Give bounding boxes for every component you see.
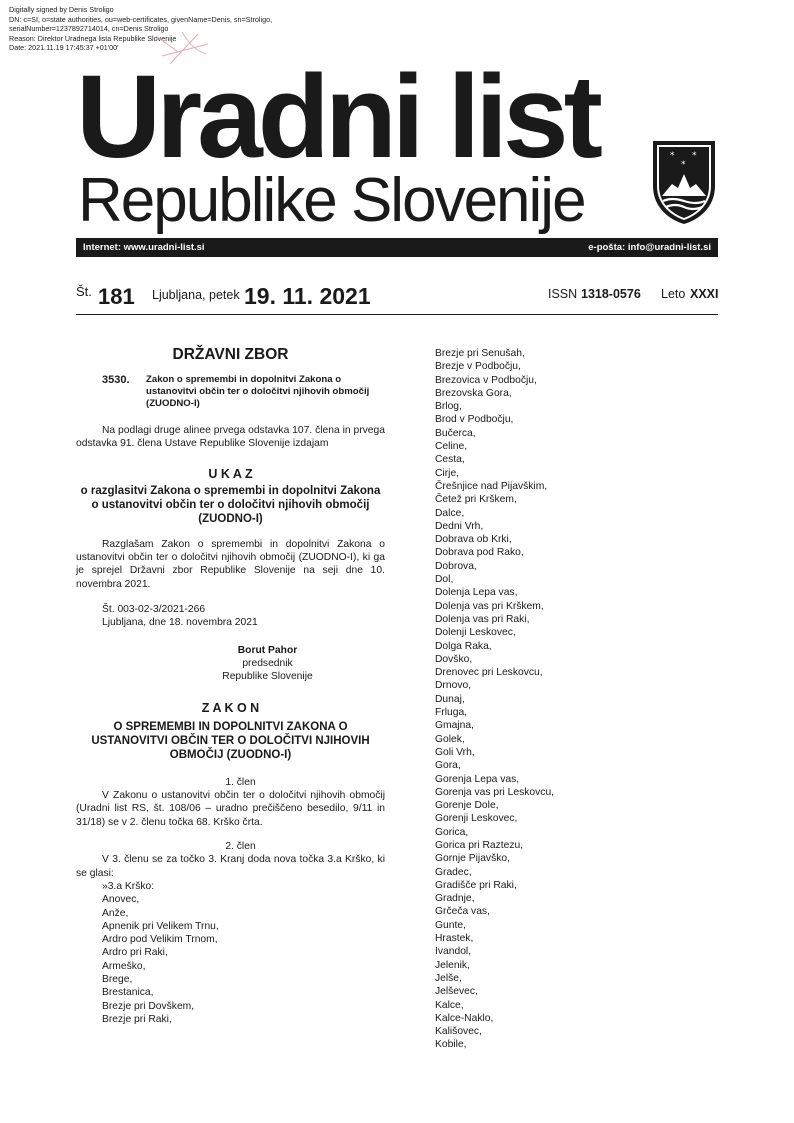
settlement-list-left <box>76 893 385 1026</box>
leto-label: Leto <box>661 287 686 301</box>
masthead-subtitle: Republike Slovenije <box>78 166 585 235</box>
list-item: Gorenja Lepa vas, <box>435 773 520 785</box>
list-item: Brezje pri Dovškem, <box>102 1000 195 1012</box>
list-item: Golek, <box>435 733 465 745</box>
signer-organization: Republike Slovenije <box>222 671 313 683</box>
list-item: Jelše, <box>435 972 462 984</box>
list-item: Dovško, <box>435 653 473 665</box>
list-item: Črešnjice nad Pijavškim, <box>435 480 548 492</box>
list-item: Dolenja vas pri Krškem, <box>435 600 544 612</box>
list-item: Frluga, <box>435 707 468 719</box>
issue-line <box>76 280 718 315</box>
list-item: Brod v Podbočju, <box>435 414 514 426</box>
email-link[interactable]: e-pošta: info@uradni-list.si <box>588 242 711 253</box>
list-item: Ardro pri Raki, <box>102 947 168 959</box>
list-item: Brezovica v Podbočju, <box>435 374 537 386</box>
list-item: Brezje v Podbočju, <box>435 361 521 373</box>
reference-number: Št. 003-02-3/2021-266 <box>102 604 206 616</box>
list-item: Jelenik, <box>435 959 470 971</box>
issue-st-label: Št. <box>76 284 92 299</box>
list-item: Ivandol, <box>435 946 472 958</box>
list-item: Gorica pri Raztezu, <box>435 839 524 851</box>
ukaz-heading: U K A Z <box>208 466 253 481</box>
issue-date: 19. 11. 2021 <box>244 283 371 309</box>
list-item: Dedni Vrh, <box>435 520 484 532</box>
coat-of-arms-icon <box>650 138 718 226</box>
list-item: Kalce, <box>435 999 464 1011</box>
list-item: Bučerca, <box>435 427 476 439</box>
masthead-title: Uradni list <box>76 51 598 183</box>
list-item: Dol, <box>435 574 454 586</box>
preamble: Na podlagi druge alinee prvega odstavka 107. člena in prvega odstavka 91. člena Ustave Republike Slovenije izdajam <box>76 425 385 450</box>
signer-name: Borut Pahor <box>237 644 298 656</box>
list-item: Celine, <box>435 441 468 453</box>
list-item: Cesta, <box>435 454 465 466</box>
list-item: Dobrova, <box>435 560 477 572</box>
article-2-text: V 3. členu se za točko 3. Kranj doda nova točka 3.a Krško, ki se glasi: <box>76 854 385 879</box>
issn-value: 1318-0576 <box>581 287 641 301</box>
article-1-text: V Zakonu o ustanovitvi občin ter o določitvi njihovih območij (Uradni list RS, št. 108/06 – uradno prečiščeno besedilo, 9/11 in 31/18) se v 2. členu točka 68. Krško črta. <box>76 790 385 828</box>
section-heading: DRŽAVNI ZBOR <box>172 346 289 363</box>
act-title: Zakon o spremembi in dopolnitvi Zakona o ustanovitvi občin ter o določitvi njihovih območij (ZUODNO-I) <box>146 374 370 409</box>
list-item: Brlog, <box>435 401 462 413</box>
list-item: Gornje Pijavško, <box>435 853 510 865</box>
issn-label: ISSN <box>548 287 578 301</box>
article-1-heading: 1. člen <box>225 776 256 788</box>
list-item: Dobrava pod Rako, <box>435 547 524 559</box>
list-item: Gmajna, <box>435 720 474 732</box>
list-item: Četež pri Krškem, <box>435 494 517 506</box>
article-2-heading: 2. člen <box>225 841 256 853</box>
signer-role: predsednik <box>242 657 293 669</box>
list-item: Gora, <box>435 760 461 772</box>
list-item: Gradec, <box>435 866 472 878</box>
svg-text:*: * <box>681 160 686 170</box>
list-item: Kobile, <box>435 1039 467 1051</box>
list-item: Apnenik pri Velikem Trnu, <box>102 920 219 932</box>
list-item: Gradnje, <box>435 893 475 905</box>
list-item: Kalce-Naklo, <box>435 1012 494 1024</box>
svg-text:*: * <box>670 151 675 161</box>
svg-text:*: * <box>692 151 697 161</box>
list-item: Kališovec, <box>435 1026 482 1038</box>
list-item: Goli Vrh, <box>435 746 475 758</box>
masthead-bar <box>76 238 718 257</box>
list-item: Grčeča vas, <box>435 906 490 918</box>
list-intro: »3.a Krško: <box>102 880 155 892</box>
zakon-heading: Z A K O N <box>201 700 260 715</box>
list-item: Dolenji Leskovec, <box>435 627 516 639</box>
reference-date: Ljubljana, dne 18. novembra 2021 <box>102 617 258 629</box>
issue-number: 181 <box>98 284 135 309</box>
list-item: Jelševec, <box>435 986 478 998</box>
website-link[interactable]: Internet: www.uradni-list.si <box>83 242 205 253</box>
list-item: Hrastek, <box>435 933 474 945</box>
leto-value: XXXI <box>690 287 719 301</box>
list-item: Gunte, <box>435 919 466 931</box>
list-item: Gradišče pri Raki, <box>435 879 517 891</box>
list-item: Brege, <box>102 974 133 986</box>
list-item: Anže, <box>102 907 129 919</box>
list-item: Dunaj, <box>435 693 465 705</box>
list-item: Brezje pri Senušah, <box>435 348 525 359</box>
list-item: Dolga Raka, <box>435 640 492 652</box>
list-item: Drnovo, <box>435 680 472 692</box>
ukaz-title: o razglasitvi Zakona o spremembi in dopolnitvi Zakona o ustanovitvi občin ter o določitvi njihovih območij (ZUODNO-I) <box>80 484 381 525</box>
list-item: Ardro pod Velikim Trnom, <box>102 934 218 946</box>
list-item: Brezovska Gora, <box>435 387 512 399</box>
left-column <box>76 346 385 1026</box>
zakon-title: O SPREMEMBI IN DOPOLNITVI ZAKONA O USTANOVITVI OBČIN TER O DOLOČITVI NJIHOVIH OBMOČIJ (ZUODNO-I) <box>91 720 370 761</box>
signature-line: Date: 2021.11.19 17:45:37 +01'00' <box>9 43 119 53</box>
settlement-list-right <box>435 347 718 1052</box>
act-number: 3530. <box>102 374 130 386</box>
list-item: Gorenji Leskovec, <box>435 813 518 825</box>
list-item: Drenovec pri Leskovcu, <box>435 667 543 679</box>
list-item: Gorica, <box>435 826 469 838</box>
signature-line: DN: c=SI, o=state authorities, ou=web-certificates, givenName=Denis, sn=Stroligo, <box>9 14 273 24</box>
list-item: Dolenja vas pri Raki, <box>435 613 530 625</box>
digital-signature <box>9 5 272 53</box>
list-item: Gorenje Dole, <box>435 800 499 812</box>
list-item: Dobrava ob Krki, <box>435 534 512 546</box>
list-item: Armeško, <box>102 960 146 972</box>
list-item: Anovec, <box>102 894 140 906</box>
list-item: Cirje, <box>435 467 460 479</box>
list-item: Brestanica, <box>102 987 154 999</box>
act-header <box>76 374 385 410</box>
list-item: Gorenja vas pri Leskovcu, <box>435 786 555 798</box>
list-item: Dolenja Lepa vas, <box>435 587 518 599</box>
issue-place-day: Ljubljana, petek <box>152 288 240 302</box>
signature-line: serialNumber=1237892714014, cn=Denis Stroligo <box>9 24 169 34</box>
list-item: Brezje pri Raki, <box>102 1013 172 1025</box>
signature-line: Digitally signed by Denis Stroligo <box>9 5 114 14</box>
list-item: Dalce, <box>435 507 465 519</box>
ukaz-text: Razglašam Zakon o spremembi in dopolnitvi Zakona o ustanovitvi občin ter o določitvi njihovih območij (ZUODNO-I), ki ga je sprejel Državni zbor Republike Slovenije na seji dne 10. novembra 2021. <box>76 538 385 590</box>
signature-line: Reason: Direktor Uradnega lista Republike Slovenije <box>9 33 177 43</box>
